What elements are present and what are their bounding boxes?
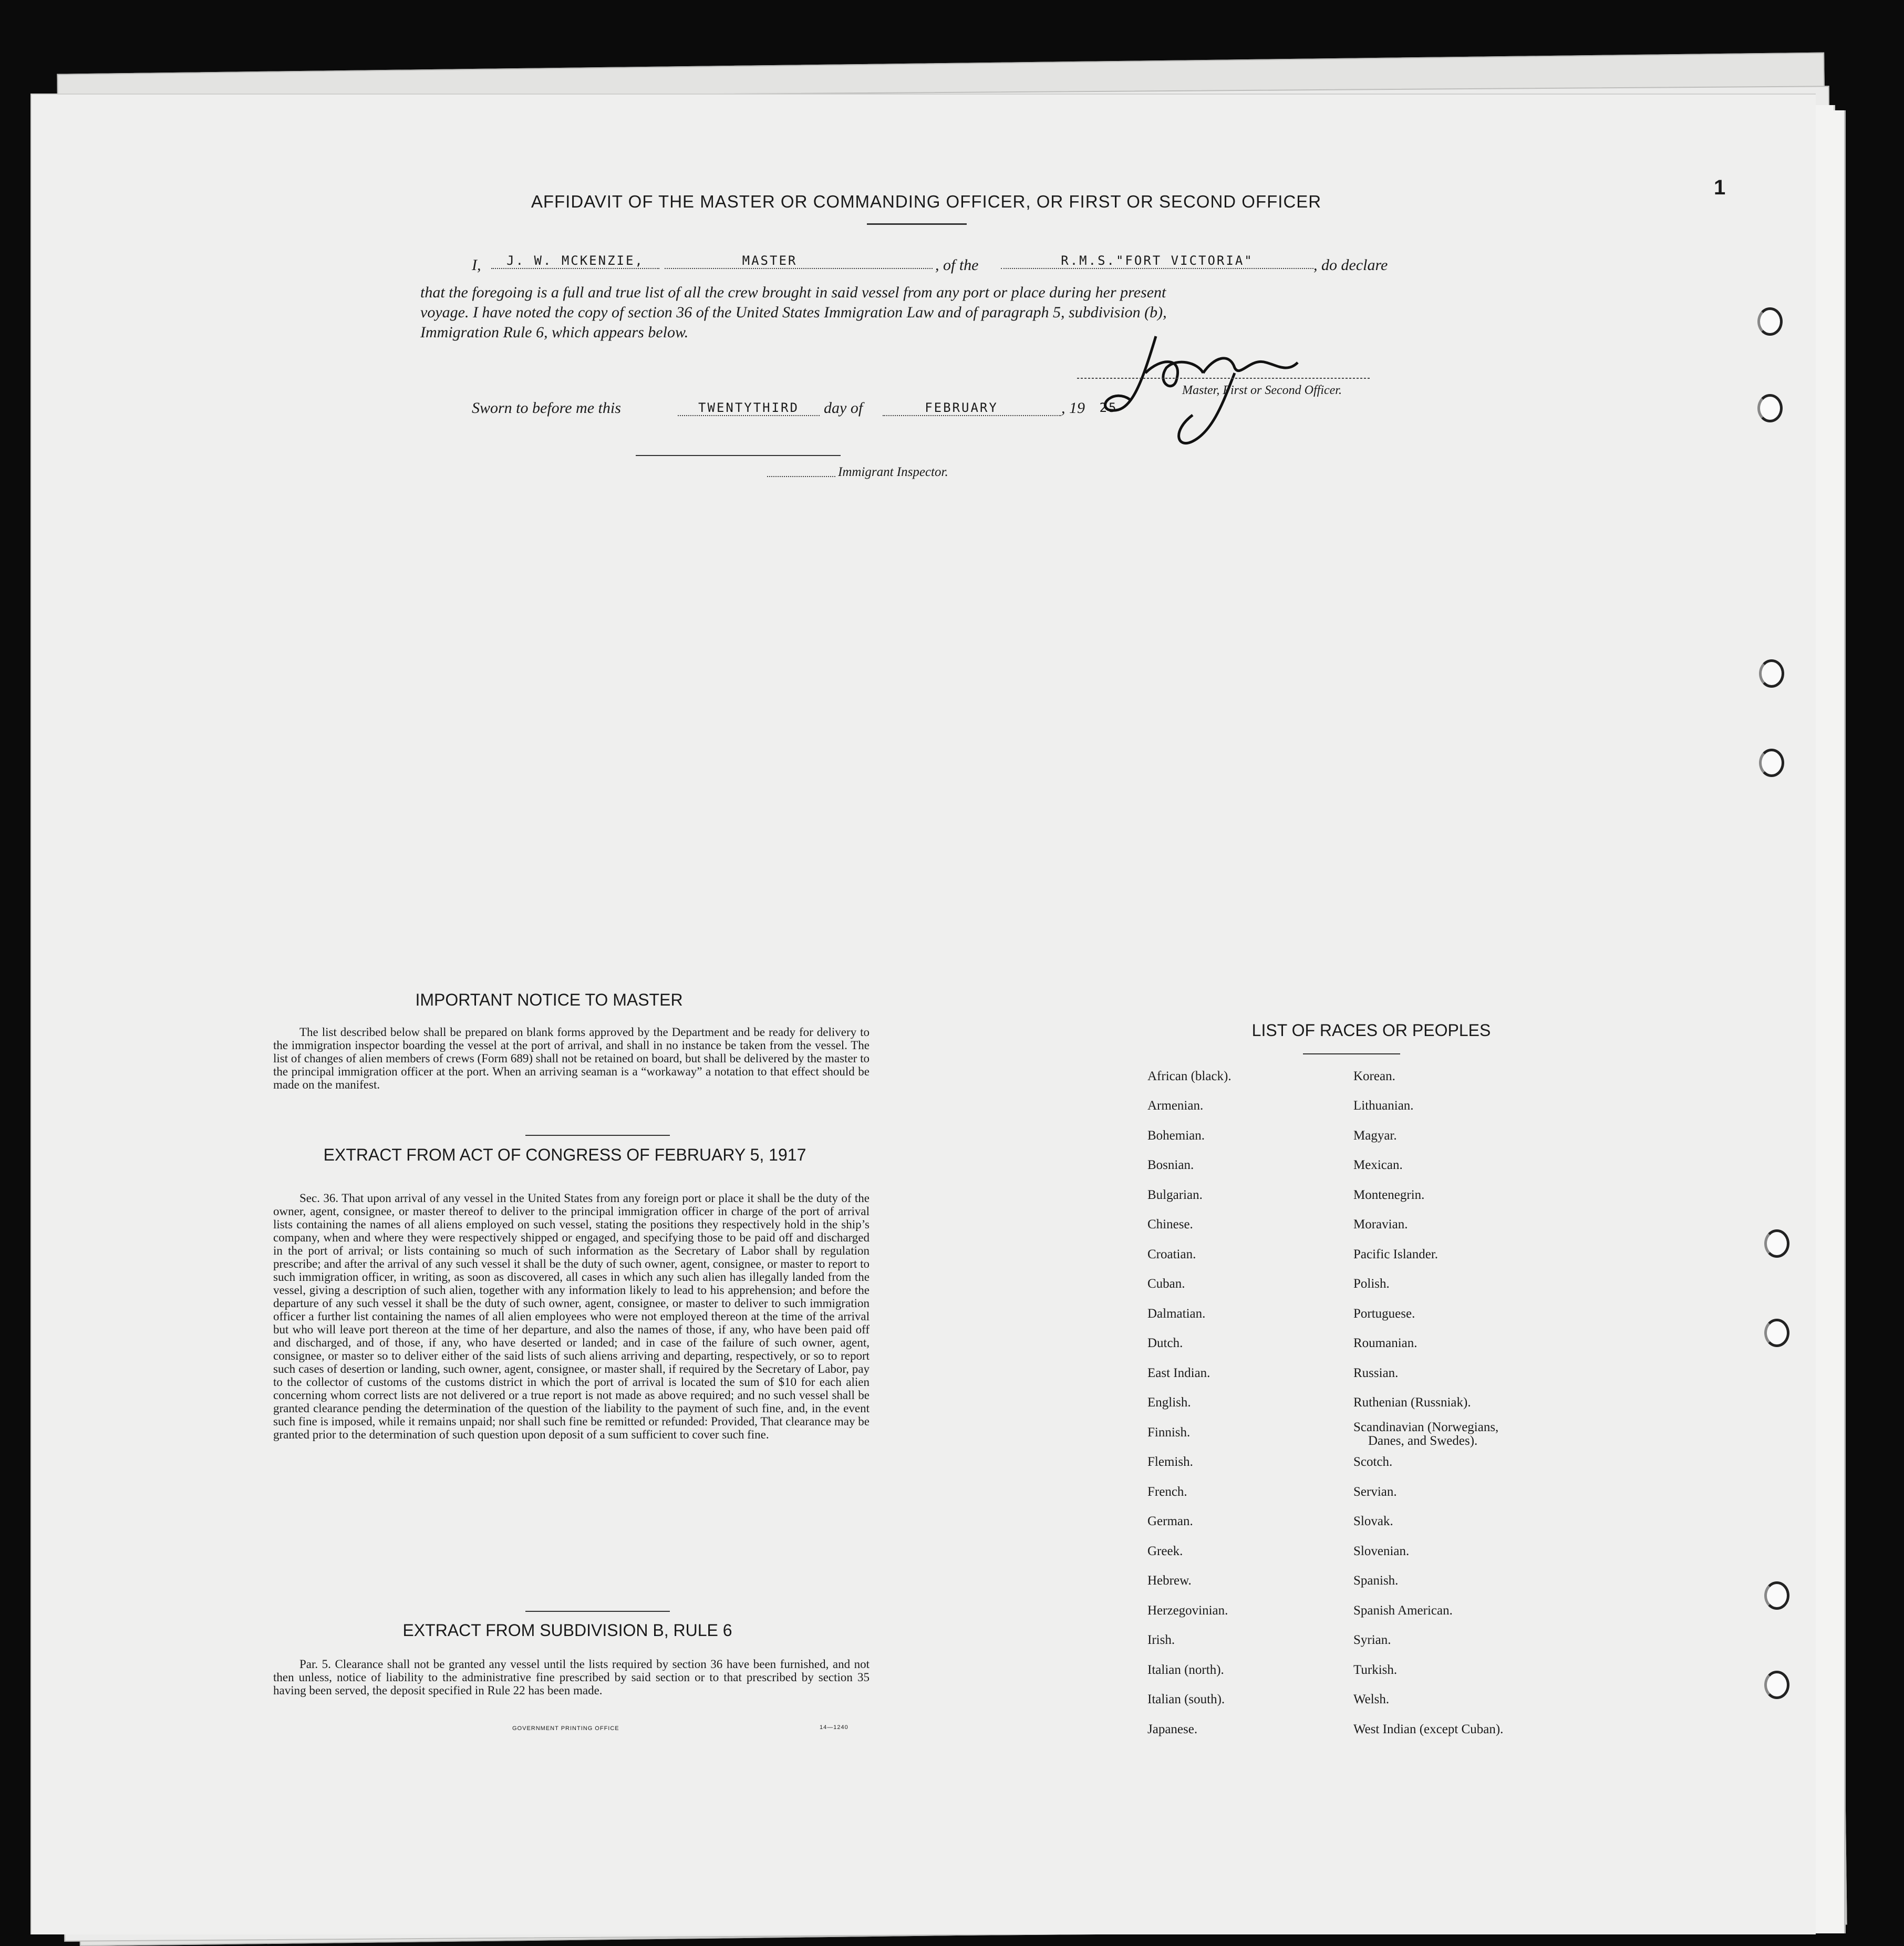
race-left-item: Hebrew. bbox=[1147, 1574, 1192, 1588]
race-left-item: Dalmatian. bbox=[1147, 1307, 1206, 1321]
title-divider bbox=[867, 223, 967, 225]
race-right-item: Korean. bbox=[1353, 1069, 1395, 1083]
races-divider bbox=[1303, 1053, 1400, 1054]
race-right-item: Welsh. bbox=[1353, 1692, 1390, 1706]
punch-hole-icon bbox=[1757, 394, 1783, 422]
race-left-item: Bohemian. bbox=[1147, 1129, 1205, 1143]
master-position: MASTER bbox=[742, 253, 798, 268]
sworn-month-line bbox=[883, 415, 1061, 416]
race-left-item: Armenian. bbox=[1147, 1099, 1204, 1113]
race-left-item: Bosnian. bbox=[1147, 1158, 1194, 1172]
vessel-line bbox=[1001, 268, 1313, 269]
section-divider bbox=[525, 1135, 670, 1136]
sworn-month: FEBRUARY bbox=[925, 400, 998, 415]
punch-hole-icon bbox=[1757, 307, 1783, 336]
race-left-item: Flemish. bbox=[1147, 1455, 1193, 1469]
races-title: LIST OF RACES OR PEOPLES bbox=[1251, 1021, 1491, 1040]
race-right-item: Mexican. bbox=[1353, 1158, 1403, 1172]
corner-page-mark: 1 bbox=[1714, 176, 1726, 199]
do-declare-label: , do declare bbox=[1313, 256, 1388, 274]
sworn-year: 25 bbox=[1099, 400, 1118, 415]
inspector-caption: Immigrant Inspector. bbox=[838, 465, 948, 479]
race-right-item: Ruthenian (Russniak). bbox=[1353, 1395, 1471, 1410]
race-right-item: Roumanian. bbox=[1353, 1336, 1417, 1350]
extract-rule-text: Par. 5. Clearance shall not be granted any vessel until the lists required by section 36 have been furnished, and not then unless, notice of liability to the administrative fine prescribed by said section or to that prescribed by section 35 having been served, the deposit specified in Rule 22 has been made. bbox=[273, 1658, 870, 1697]
race-right-item: Slovak. bbox=[1353, 1514, 1393, 1528]
affidavit-text-line-4: Immigration Rule 6, which appears below. bbox=[420, 324, 689, 341]
master-name: J. W. MCKENZIE, bbox=[506, 253, 644, 268]
race-left-item: Dutch. bbox=[1147, 1336, 1183, 1350]
race-left-item: Herzegovinian. bbox=[1147, 1603, 1228, 1618]
race-right-item: Turkish. bbox=[1353, 1663, 1398, 1677]
race-right-item: Scandinavian (Norwegians, bbox=[1353, 1420, 1499, 1434]
affidavit-title: AFFIDAVIT OF THE MASTER OR COMMANDING OFFICER, OR FIRST OR SECOND OFFICER bbox=[531, 192, 1322, 211]
notice-title: IMPORTANT NOTICE TO MASTER bbox=[415, 990, 683, 1009]
race-left-item: Greek. bbox=[1147, 1544, 1183, 1558]
day-of-label: day of bbox=[824, 399, 863, 417]
race-right-item: Portuguese. bbox=[1353, 1307, 1415, 1321]
race-right-item: Spanish. bbox=[1353, 1574, 1399, 1588]
punch-hole-icon bbox=[1759, 749, 1784, 777]
race-left-item: Bulgarian. bbox=[1147, 1188, 1203, 1202]
race-right-item: Pacific Islander. bbox=[1353, 1247, 1439, 1261]
notice-text: The list described below shall be prepared on blank forms approved by the Department and be ready for delivery to the immigration inspector boarding the vessel at the port of arrival, and shall in no instance be taken from the vessel. The list of changes of alien members of crews (Form 689) shall not be retained on board, but shall be delivered by the master to the principal immigration officer at the port. When an arriving seaman is a “workaway” a notation to that effect should be made on the manifest. bbox=[273, 1026, 870, 1091]
race-left-item: Japanese. bbox=[1147, 1722, 1198, 1736]
race-left-item: East Indian. bbox=[1147, 1366, 1210, 1380]
position-line bbox=[665, 268, 933, 269]
punch-hole-icon bbox=[1764, 1319, 1789, 1347]
race-right-item: Syrian. bbox=[1353, 1633, 1391, 1647]
of-the-label: , of the bbox=[935, 256, 979, 274]
race-right-item: Polish. bbox=[1353, 1277, 1390, 1291]
affidavit-lead: I, bbox=[472, 256, 481, 274]
race-right-item: Russian. bbox=[1353, 1366, 1399, 1380]
race-left-item: English. bbox=[1147, 1395, 1191, 1410]
name-line bbox=[491, 268, 659, 269]
race-right-item: Lithuanian. bbox=[1353, 1099, 1414, 1113]
race-left-item: Italian (south). bbox=[1147, 1692, 1225, 1706]
race-left-item: Finnish. bbox=[1147, 1425, 1191, 1440]
race-left-item: Irish. bbox=[1147, 1633, 1175, 1647]
race-left-item: Croatian. bbox=[1147, 1247, 1196, 1261]
vessel-name: R.M.S."FORT VICTORIA" bbox=[1061, 253, 1254, 268]
race-left-item: Chinese. bbox=[1147, 1217, 1193, 1231]
punch-hole-icon bbox=[1764, 1671, 1789, 1699]
race-left-item: Italian (north). bbox=[1147, 1663, 1224, 1677]
race-right-item: Moravian. bbox=[1353, 1217, 1408, 1231]
race-right-item: Danes, and Swedes). bbox=[1368, 1434, 1478, 1448]
race-right-item: Montenegrin. bbox=[1353, 1188, 1425, 1202]
sworn-day: TWENTYTHIRD bbox=[698, 400, 799, 415]
race-right-item: Magyar. bbox=[1353, 1129, 1397, 1143]
section-divider bbox=[525, 1611, 670, 1612]
affidavit-text-line-3: voyage. I have noted the copy of section 36 of the United States Immigration Law and of paragraph 5, subdivision (b), bbox=[420, 304, 1167, 321]
punch-hole-icon bbox=[1759, 659, 1784, 688]
race-left-item: French. bbox=[1147, 1485, 1187, 1499]
race-right-item: Scotch. bbox=[1353, 1455, 1393, 1469]
inspector-line bbox=[767, 476, 835, 477]
race-right-item: Slovenian. bbox=[1353, 1544, 1410, 1558]
punch-hole-icon bbox=[1764, 1581, 1789, 1610]
form-code: 14—1240 bbox=[820, 1724, 848, 1731]
sworn-day-line bbox=[678, 415, 820, 416]
sworn-label: Sworn to before me this bbox=[472, 399, 621, 417]
extract-rule-title: EXTRACT FROM SUBDIVISION B, RULE 6 bbox=[402, 1621, 732, 1640]
extract-act-title: EXTRACT FROM ACT OF CONGRESS OF FEBRUARY 5, 1917 bbox=[323, 1145, 806, 1164]
punch-hole-icon bbox=[1764, 1229, 1789, 1258]
signature-caption: Master, First or Second Officer. bbox=[1182, 384, 1342, 397]
printer-imprint: GOVERNMENT PRINTING OFFICE bbox=[512, 1725, 619, 1732]
affidavit-text-line-2: that the foregoing is a full and true list of all the crew brought in said vessel from any port or place during her present bbox=[420, 284, 1166, 301]
inspector-divider bbox=[636, 455, 841, 456]
page-edge bbox=[1828, 110, 1846, 1933]
race-right-item: Spanish American. bbox=[1353, 1603, 1453, 1618]
race-right-item: Servian. bbox=[1353, 1485, 1397, 1499]
year-prefix: , 19 bbox=[1061, 399, 1085, 417]
race-right-item: West Indian (except Cuban). bbox=[1353, 1722, 1504, 1736]
race-left-item: German. bbox=[1147, 1514, 1193, 1528]
extract-act-text: Sec. 36. That upon arrival of any vessel in the United States from any foreign port or place it shall be the duty of the owner, agent, consignee, or master thereof to deliver to the principal immigration officer in charge of the port of arrival lists containing the names of all aliens employed on such vessel, stating the positions they respectively hold in the ship’s company, when and where they were respectively shipped or engaged, and specifying those to be paid off and discharged in the port of arrival; or lists containing so much of such information as the Secretary of Labor shall by regulation prescribe; and after the arrival of any such vessel it shall be the duty of such owner, agent, consignee, or master to report to such immigration officer, in writing, as soon as discovered, all cases in which any such alien has illegally landed from the vessel, giving a description of such alien, together with any information likely to lead to his apprehension; and before the departure of any such vessel it shall be the duty of such owner, agent, consignee, or master to deliver to such immigration officer a further list containing the names of all alien employees who were not employed thereon at the time of the arrival but who will leave port thereon at the time of her departure, and also the names of those, if any, who have been paid off and discharged, and of those, if any, who have deserted or landed; and in case of the failure of such owner, agent, consignee, or master so to deliver either of the said lists of such aliens arriving and departing, respectively, or so to report such cases of desertion or landing, such owner, agent, consignee, or master shall, if required by the Secretary of Labor, pay to the collector of customs of the customs district in which the port of arrival is located the sum of $10 for each alien concerning whom correct lists are not delivered or a true report is not made as above required; and no such vessel shall be granted clearance pending the determination of the question of the liability to the payment of such fine, and, in the event such fine is imposed, while it remains unpaid; nor shall such fine be remitted or refunded: Provided, That clearance may be granted prior to the determination of such question upon deposit of a sum sufficient to cover such fine. bbox=[273, 1192, 870, 1441]
race-left-item: African (black). bbox=[1147, 1069, 1232, 1083]
race-left-item: Cuban. bbox=[1147, 1277, 1185, 1291]
